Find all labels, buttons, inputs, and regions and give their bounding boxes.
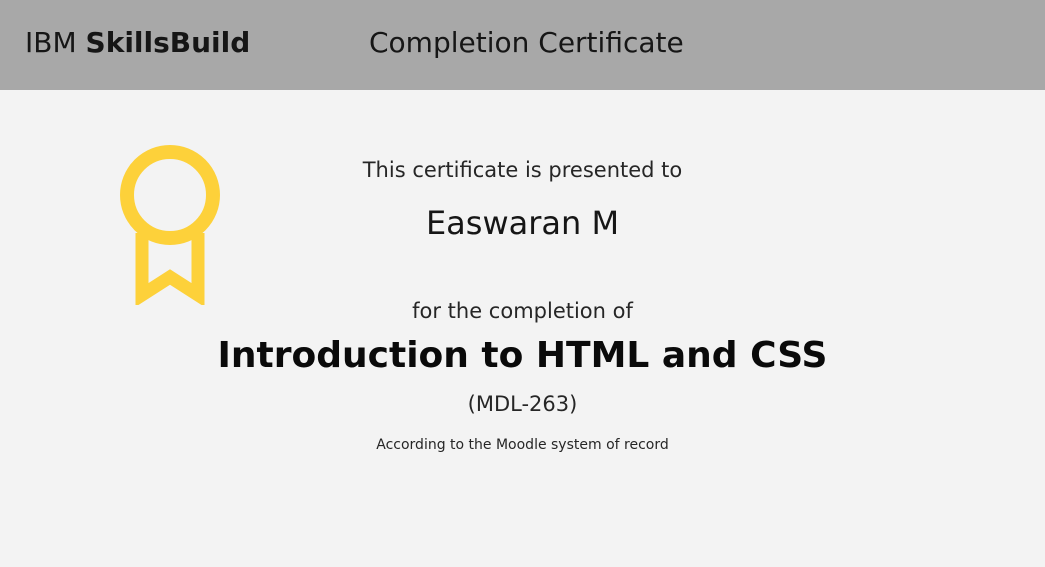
certificate-body [0, 90, 1045, 567]
brand-ibm-text: IBM [25, 26, 77, 59]
header-bar [0, 0, 1045, 90]
completion-label: for the completion of [412, 299, 633, 323]
recipient-name: Easwaran M [425, 204, 620, 242]
page-title: Completion Certificate [369, 26, 684, 59]
brand-skillsbuild-text: SkillsBuild [85, 26, 251, 59]
course-code: (MDL-263) [467, 392, 578, 416]
presented-to-label: This certificate is presented to [362, 158, 683, 182]
course-title: Introduction to HTML and CSS [217, 335, 828, 376]
record-note: According to the Moodle system of record [376, 437, 669, 453]
brand-logo [25, 25, 250, 61]
